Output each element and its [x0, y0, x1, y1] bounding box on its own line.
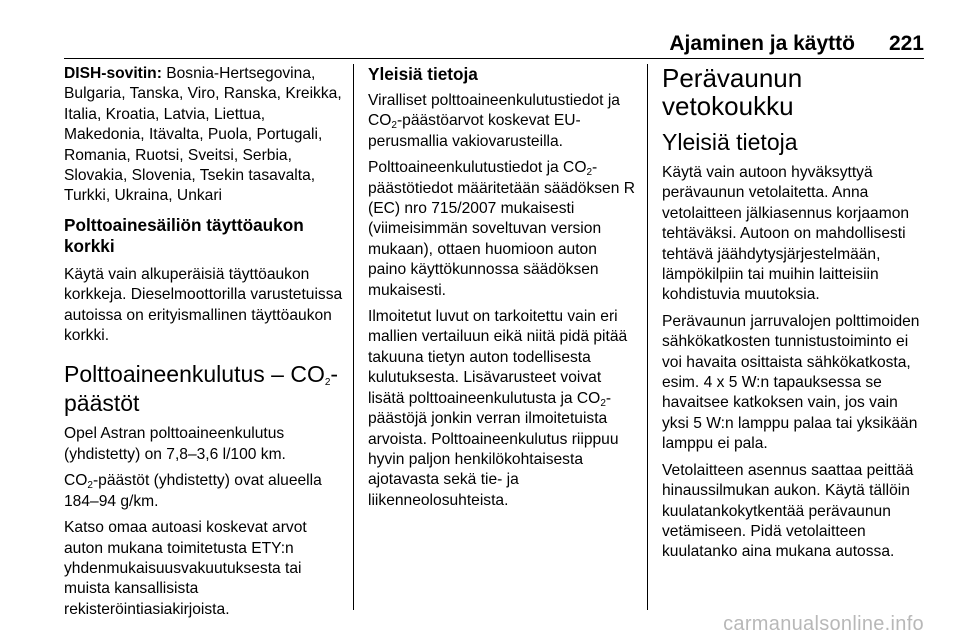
column-right — [662, 64, 926, 569]
general-info-heading: Yleisiä tietoja — [368, 64, 478, 84]
towbar-subheading: Yleisiä tietoja — [662, 129, 798, 155]
watermark: carmanualsonline.info — [723, 613, 924, 635]
chapter-title: Ajaminen ja käyttö — [669, 32, 855, 55]
comparison-text: Ilmoitetut luvut on tarkoitettu vain eri mallien vertailuun eikä niitä pidä pitää takuuna tietyn auton todellisesta kulutuksesta. Lisävarusteet voivat lisätä polttoaineenkulutusta ja $CO_2$-päästöjä jonkin verran ilmoitetuista arvoista. Polttoaineenkulutus riippuu hyvin paljon henkilökohtaisesta ajotavasta sekä tie- ja liikenneolosuhteista. — [368, 308, 628, 509]
consumption-text: Opel Astran polttoaineenkulutus (yhdistetty) on 7,8–3,6 l/100 km. — [64, 425, 286, 463]
co2-text: $CO_2$-päästöt (yhdistetty) ovat alueella 184–94 g/km. — [64, 472, 322, 510]
column-divider — [353, 64, 354, 610]
towbar-heading: Perävaunun vetokoukku — [662, 63, 803, 121]
header-divider — [64, 58, 924, 59]
page-number: 221 — [888, 32, 924, 55]
official-figures-text: Viralliset polttoaineenkulutustiedot ja $CO_2$-päästöarvot koskevat EU-perusmallia vakiovarusteilla. — [368, 92, 620, 150]
consumption-heading: Polttoaineenkulutus – $CO_2$-päästöt — [64, 361, 339, 417]
column-divider — [647, 64, 648, 610]
towbar-text-1: Käytä vain autoon hyväksyttyä perävaunun vetolaitetta. Anna vetolaitteen jälkiasennus korjaamon tehtäväksi. Autoon on mahdollisesti tehtävä jäähdytysjärjestelmään, lämpökilpiin tai muihin laitteisiin kohdistuvia muutoksia. — [662, 164, 910, 304]
coc-text: Katso omaa autoasi koskevat arvot auton mukana toimitetusta ETY:n yhdenmukaisuusvakuutuksesta tai muista kansallisista rekisteröintiasiakirjoista. — [64, 519, 307, 618]
column-left — [64, 64, 349, 626]
fuel-cap-heading: Polttoainesäiliön täyttöaukon korkki — [64, 214, 304, 256]
fuel-cap-text: Käytä vain alkuperäisiä täyttöaukon korkkeja. Dieselmoottorilla varustetuissa autoissa on erityismallinen täyttöaukon korkki. — [64, 265, 343, 345]
column-middle — [368, 64, 638, 517]
towbar-text-2: Perävaunun jarruvalojen polttimoiden sähkökatkosten tunnistustoiminto ei voi havaita osittaista sähkökatkosta, esim. 4 x 5 W:n tapauksessa se havaitsee katkoksen vain, jos vain yksi 5 W:n lamppu palaa tai yksikään lamppu ei pala. — [662, 312, 920, 453]
dish-adapter-paragraph: DISH-sovitin: Bosnia-Hertsegovina, Bulgaria, Tanska, Viro, Ranska, Kreikka, Italia, Kroatia, Latvia, Liettua, Makedonia, Itävalta, Puola, Portugali, Romania, Ruotsi, Sveitsi, Serbia, Slovakia, Slovenia, Tsekin tasavalta, Turkki, Ukraina, Unkari — [64, 65, 342, 205]
regulation-text: Polttoaineenkulutustiedot ja $CO_2$-päästötiedot määritetään säädöksen R (EC) nro 715/2007 mukaisesti (viimeisimmän soveltuvan version mukaan), ottaen huomioon auton paino käyttökunnossa säädöksen mukaisesti. — [368, 159, 635, 299]
towbar-text-3: Vetolaitteen asennus saattaa peittää hinaussilmukan aukon. Käytä tällöin kuulatankokytkentää perävaunun vetämiseen. Pidä vetolaitteen kuulatanko aina mukana autossa. — [662, 461, 914, 561]
page-header — [669, 26, 924, 56]
dish-adapter-label: DISH-sovitin: — [64, 65, 162, 82]
